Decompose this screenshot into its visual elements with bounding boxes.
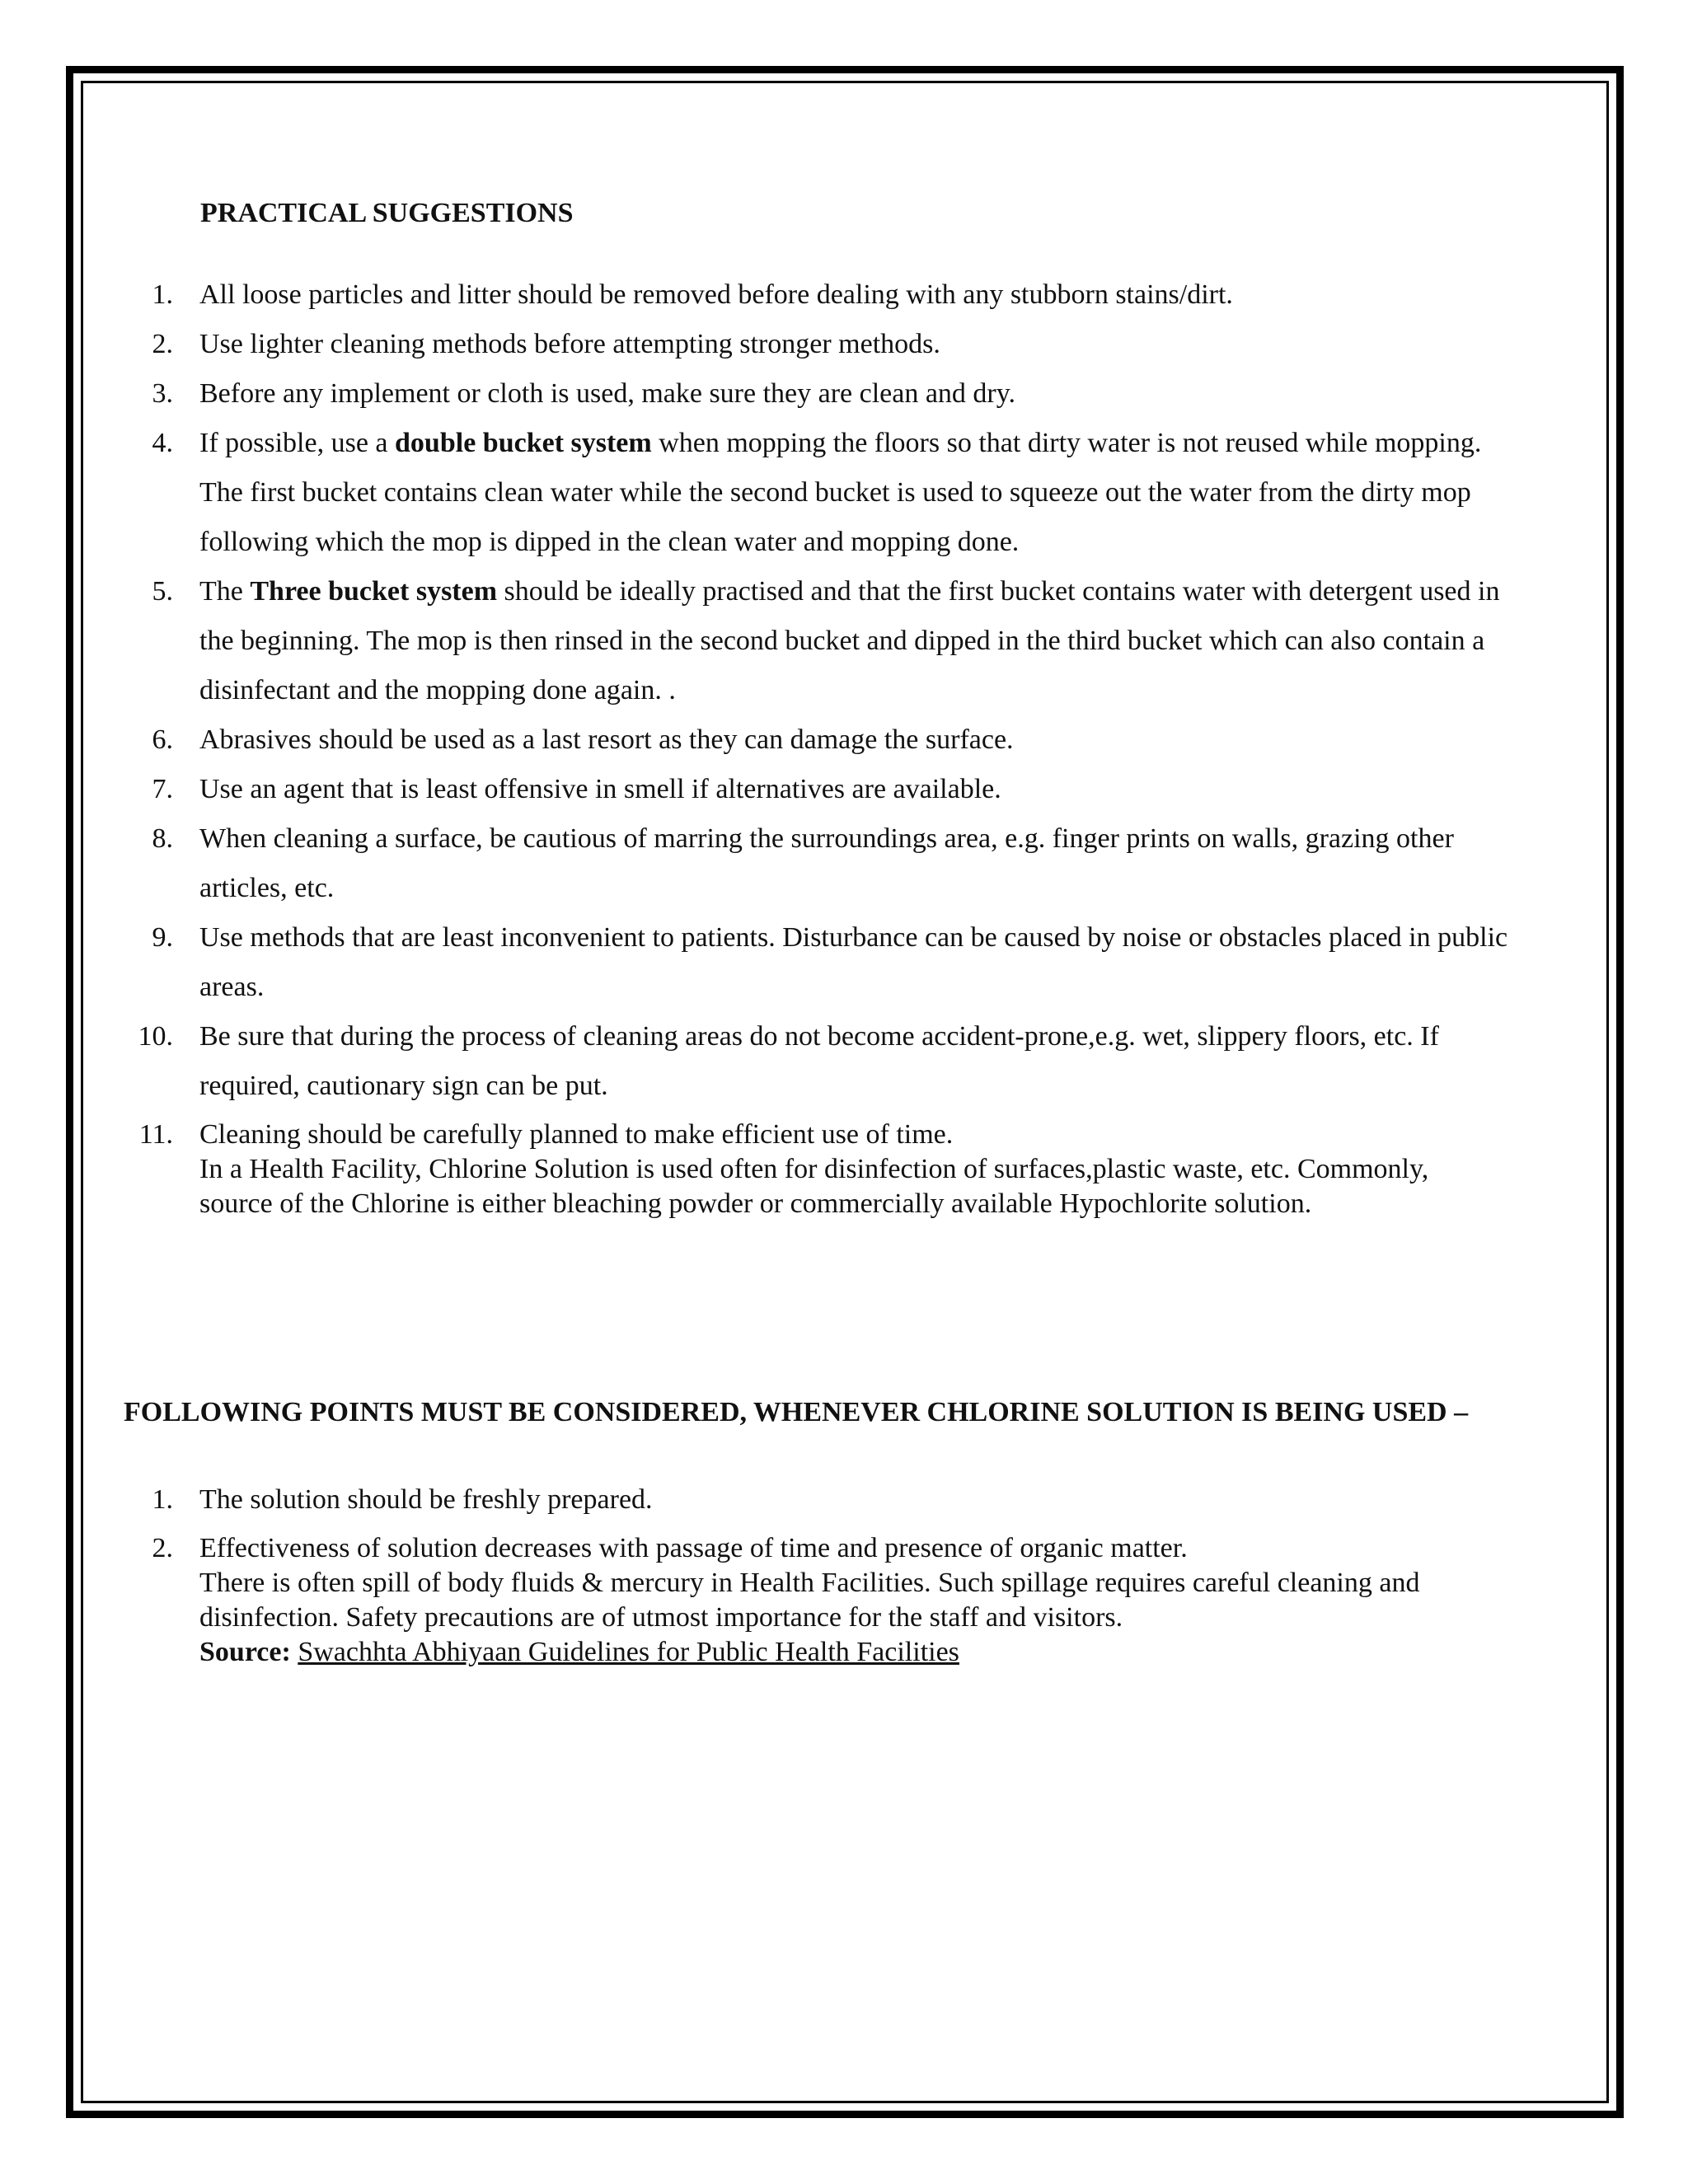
list-item: 1. The solution should be freshly prepared. [152,1484,653,1515]
chlorine-note: In a Health Facility, Chlorine Solution is used often for disinfection of surfaces,plastic waste, etc. Commonly, source of the Chlorine is either bleaching powder or commercially available Hypochlorite solution. [199,1154,1429,1219]
list-item: 9. Use methods that are least inconvenient to patients. Disturbance can be caused by noise or obstacles placed in public areas. [152,922,1508,1002]
list-item: 2. Effectiveness of solution decreases with passage of time and presence of organic matter. There is often spill of body fluids & mercury in Health Facilities. Such spillage requires careful cleaning and disinfection. Safety precautions are of utmost importance for the staff and visitors. Source: Swachhta Abhiyaan Guidelines for Public Health Facilities [124,1525,1508,1670]
list-item: 1. All loose particles and litter should be removed before dealing with any stubborn stains/dirt. [152,279,1233,310]
practical-suggestions-list [124,270,1508,1221]
chlorine-points-list [124,1475,1508,1670]
source-line [199,1635,1508,1670]
list-item: 2. Use lighter cleaning methods before attempting stronger methods. [152,329,940,359]
list-item: 10. Be sure that during the process of cleaning areas do not become accident-prone,e.g. wet, slippery floors, etc. If required, cautionary sign can be put. [138,1021,1439,1101]
section-title-chlorine-points: FOLLOWING POINTS MUST BE CONSIDERED, WHENEVER CHLORINE SOLUTION IS BEING USED – [124,1397,1469,1427]
spillage-note: There is often spill of body fluids & mercury in Health Facilities. Such spillage requires careful cleaning and disinfection. Safety precautions are of utmost importance for the staff and visitors. [199,1568,1420,1633]
emphasis-double-bucket-system: double bucket system [395,428,652,458]
list-item: 6. Abrasives should be used as a last resort as they can damage the surface. [152,724,1014,755]
source-label: Source: [199,1637,291,1667]
list-item: 5. The Three bucket system should be ideally practised and that the first bucket contains water with detergent used in the beginning. The mop is then rinsed in the second bucket and dipped in the third bucket which can also contain a disinfectant and the mopping done again. . [152,576,1500,705]
list-item: 3. Before any implement or cloth is used, make sure they are clean and dry. [152,378,1016,409]
list-item: 8. When cleaning a surface, be cautious of marring the surroundings area, e.g. finger prints on walls, grazing other articles, etc. [152,823,1454,903]
list-item: 11. Cleaning should be carefully planned to make efficient use of time. In a Health Facility, Chlorine Solution is used often for disinfection of surfaces,plastic waste, etc. Commonly, source of the Chlorine is either bleaching powder or commercially available Hypochlorite solution. [124,1111,1508,1221]
source-link[interactable]: Swachhta Abhiyaan Guidelines for Public Health Facilities [298,1637,959,1667]
list-item: 4. If possible, use a double bucket system when mopping the floors so that dirty water is not reused while mopping. The first bucket contains clean water while the second bucket is used to squeeze out the water from the dirty mop following which the mop is dipped in the clean water and mopping done. [152,428,1482,557]
emphasis-three-bucket-system: Three bucket system [250,576,498,607]
list-item: 7. Use an agent that is least offensive in smell if alternatives are available. [152,774,1001,804]
section-title-practical-suggestions: PRACTICAL SUGGESTIONS [200,198,574,228]
